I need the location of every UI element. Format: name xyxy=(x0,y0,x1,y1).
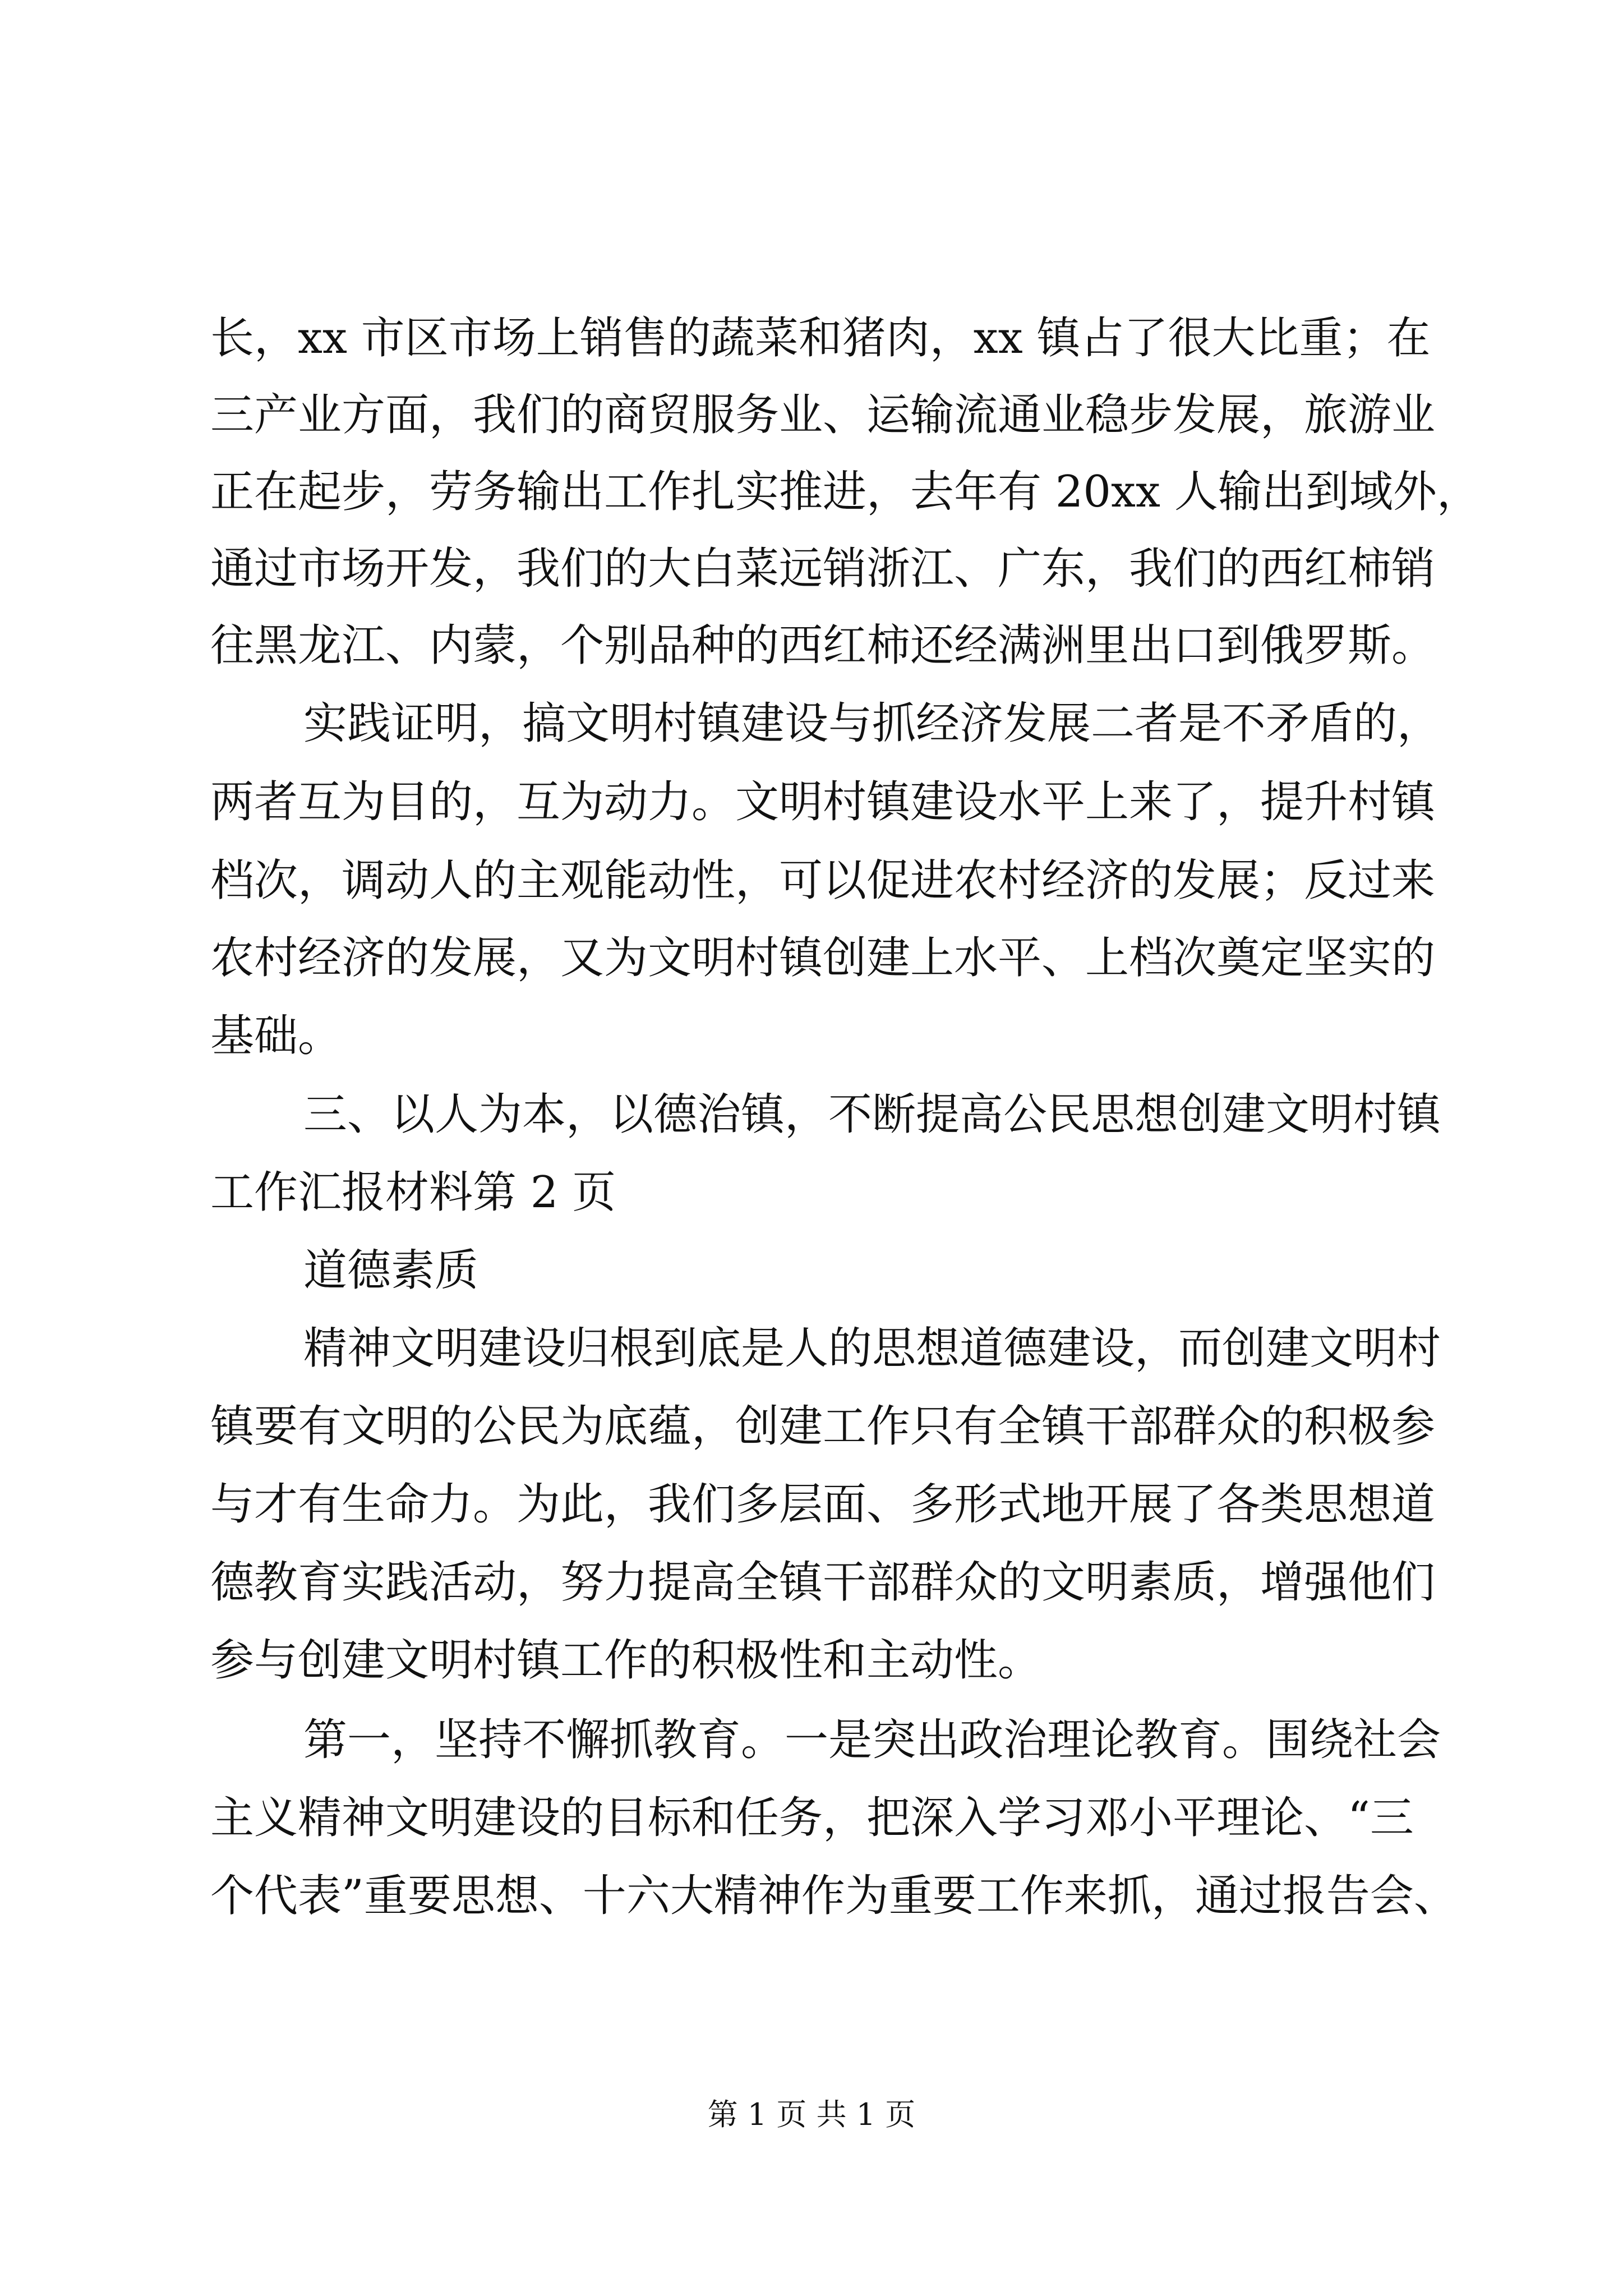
text-line: 道德素质 xyxy=(303,1245,479,1296)
text-line: 农村经济的发展，又为文明村镇创建上水平、上档次奠定坚实的 xyxy=(210,933,1436,983)
text-line: 正在起步，劳务输出工作扎实推进，去年有 20xx 人输出到域外， xyxy=(210,467,1481,517)
text-line: 档次，调动人的主观能动性，可以促进农村经济的发展；反过来 xyxy=(210,855,1436,906)
page-footer: 第 1 页 共 1 页 xyxy=(707,2097,916,2132)
text-line: 个代表”重要思想、十六大精神作为重要工作来抓，通过报告会、 xyxy=(210,1871,1458,1921)
text-line: 工作汇报材料第 2 页 xyxy=(210,1167,616,1218)
text-line: 三产业方面，我们的商贸服务业、运输流通业稳步发展，旅游业 xyxy=(210,390,1436,440)
text-line: 三、以人为本，以德治镇，不断提高公民思想创建文明村镇 xyxy=(303,1089,1441,1140)
text-line: 镇要有文明的公民为底蕴，创建工作只有全镇干部群众的积极参 xyxy=(210,1401,1436,1452)
text-line: 与才有生命力。为此，我们多层面、多形式地开展了各类思想道 xyxy=(210,1479,1436,1530)
text-line: 精神文明建设归根到底是人的思想道德建设，而创建文明村 xyxy=(303,1323,1441,1374)
text-line: 参与创建文明村镇工作的积极性和主动性。 xyxy=(210,1635,1042,1686)
text-line: 往黑龙江、内蒙，个别品种的西红柿还经满洲里出口到俄罗斯。 xyxy=(210,620,1436,671)
text-line: 基础。 xyxy=(210,1011,342,1061)
text-line: 实践证明，搞文明村镇建设与抓经济发展二者是不矛盾的， xyxy=(303,698,1441,749)
text-line: 两者互为目的，互为动力。文明村镇建设水平上来了，提升村镇 xyxy=(210,777,1436,827)
text-line: 主义精神文明建设的目标和任务，把深入学习邓小平理论、“三 xyxy=(210,1793,1414,1843)
text-line: 通过市场开发，我们的大白菜远销浙江、广东，我们的西红柿销 xyxy=(210,544,1436,594)
text-line: 长，xx 市区市场上销售的蔬菜和猪肉，xx 镇占了很大比重；在 xyxy=(210,313,1431,364)
text-line: 第一，坚持不懈抓教育。一是突出政治理论教育。围绕社会 xyxy=(303,1715,1441,1765)
text-line: 德教育实践活动，努力提高全镇干部群众的文明素质，增强他们 xyxy=(210,1557,1436,1608)
